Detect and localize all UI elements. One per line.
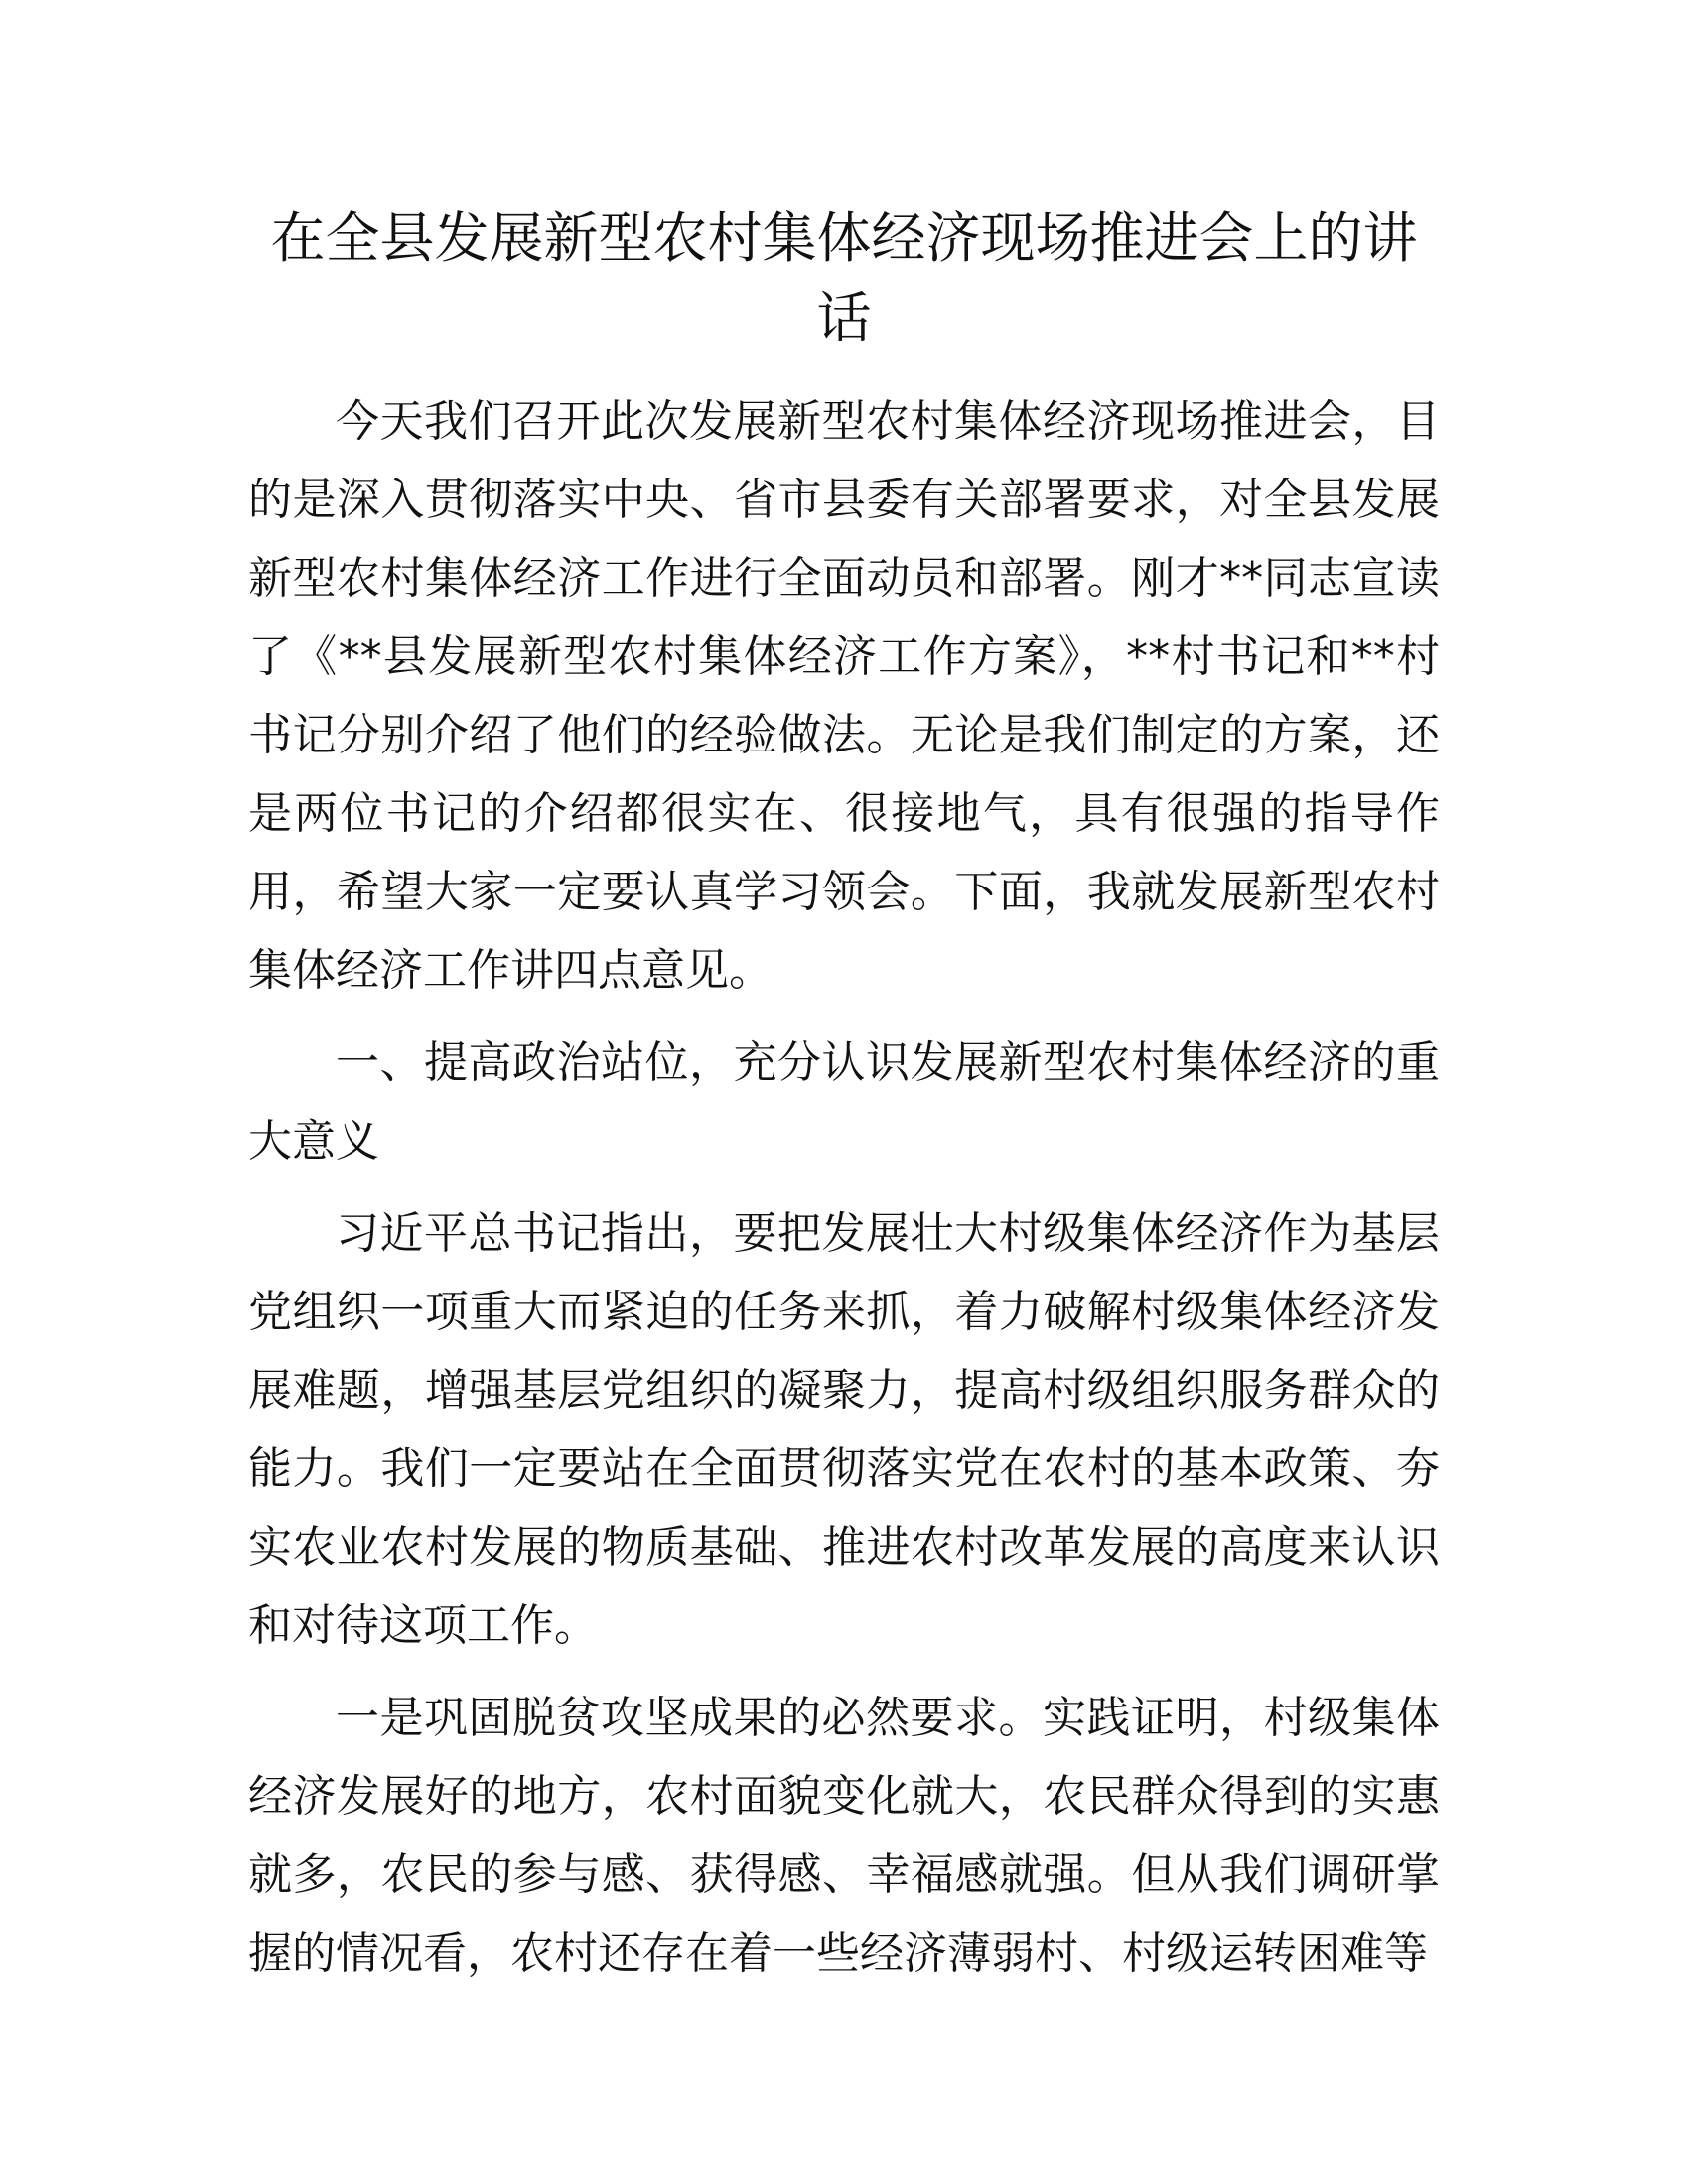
- paragraph-intro: 今天我们召开此次发展新型农村集体经济现场推进会，目的是深入贯彻落实中央、省市县委有关部署要求，对全县发展新型农村集体经济工作进行全面动员和部署。刚才**同志宣读了《**县发展新型农村集体经济工作方案》，**村书记和**村书记分别介绍了他们的经验做法。无论是我们制定的方案，还是两位书记的介绍都很实在、很接地气，具有很强的指导作用，希望大家一定要认真学习领会。下面，我就发展新型农村集体经济工作讲四点意见。: [248, 396, 1440, 996]
- paragraph-section-1: 习近平总书记指出，要把发展壮大村级集体经济作为基层党组织一项重大而紧迫的任务来抓，着力破解村级集体经济发展难题，增强基层党组织的凝聚力，提高村级组织服务群众的能力。我们一定要站在全面贯彻落实党在农村的基本政策、夯实农业农村发展的物质基础、推进农村改革发展的高度来认识和对待这项工作。: [248, 1208, 1440, 1651]
- document-title: 在全县发展新型农村集体经济现场推进会上的讲话: [270, 206, 1418, 349]
- section-heading-1: 一、提高政治站位，充分认识发展新型农村集体经济的重大意义: [248, 1037, 1440, 1166]
- document-body: [248, 382, 1440, 2006]
- paragraph-point-1: 一是巩固脱贫攻坚成果的必然要求。实践证明，村级集体经济发展好的地方，农村面貌变化就大，农民群众得到的实惠就多，农民的参与感、获得感、幸福感就强。但从我们调研掌握的情况看，农村还存在着一些经济薄弱村、村级运转困难等: [248, 1693, 1440, 1979]
